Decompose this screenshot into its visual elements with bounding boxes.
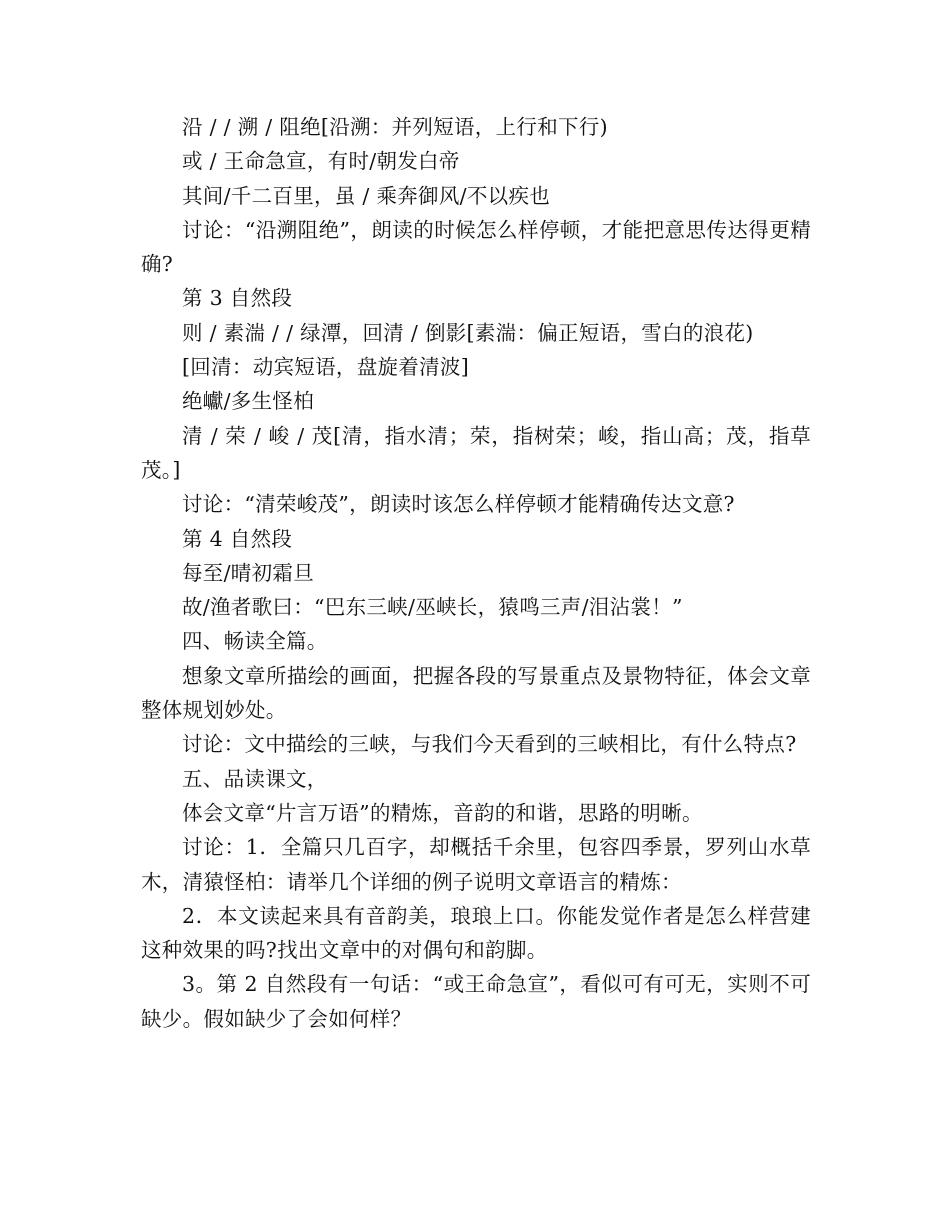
paragraph: 3。第 2 自然段有一句话：“或王命急宣”，看似可有可无，实则不可缺少。假如缺少了会如何样？: [141, 972, 811, 1031]
paragraph: 或 / 王命急宣，有时/朝发白帝: [182, 149, 460, 174]
document-body: [141, 110, 811, 1036]
paragraph: 2．本文读起来具有音韵美，琅琅上口。你能发觉作者是怎么样营建这种效果的吗?找出文章中的对偶句和韵脚。: [141, 903, 811, 963]
paragraph: 讨论：“沿溯阻绝”，朗读的时候怎么样停顿，才能把意思传达得更精确?: [141, 217, 811, 277]
paragraph: 讨论：“清荣峻茂”，朗读时该怎么样停顿才能精确传达文意?: [182, 492, 735, 517]
section-heading: 第 3 自然段: [182, 286, 293, 311]
paragraph: 沿 / / 溯 / 阻绝[沿溯：并列短语，上行和下行): [182, 115, 608, 139]
paragraph: [回清：动宾短语，盘旋着清波]: [182, 355, 469, 380]
paragraph: 想象文章所描绘的画面，把握各段的写景重点及景物特征，体会文章整体规划妙处。: [141, 663, 811, 723]
paragraph: 讨论：文中描绘的三峡，与我们今天看到的三峡相比，有什么特点?: [182, 732, 797, 757]
section-heading: 四、畅读全篇。: [182, 629, 328, 654]
section-heading: 第 4 自然段: [182, 526, 293, 551]
paragraph: 绝巘/多生怪柏: [182, 389, 315, 414]
paragraph: 故/渔者歌曰：“巴东三峡/巫峡长，猿鸣三声/泪沾裳！”: [182, 595, 683, 620]
paragraph: 每至/晴初霜旦: [182, 560, 315, 585]
paragraph: 体会文章“片言万语”的精炼，音韵的和谐，思路的明晰。: [182, 800, 703, 825]
paragraph: 则 / 素湍 / / 绿潭，回清 / 倒影[素湍：偏正短语，雪白的浪花): [182, 320, 754, 345]
paragraph: 其间/千二百里，虽 / 乘奔御风/不以疾也: [182, 183, 551, 208]
paragraph: 清 / 荣 / 峻 / 茂[清，指水清；荣，指树荣；峻，指山高；茂，指草茂。]: [141, 423, 811, 482]
section-heading: 五、品读课文，: [182, 766, 328, 791]
paragraph: 讨论：1．全篇只几百字，却概括千余里，包容四季景，罗列山水草木，清猿怪柏：请举几个详细的例子说明文章语言的精炼：: [141, 835, 811, 894]
